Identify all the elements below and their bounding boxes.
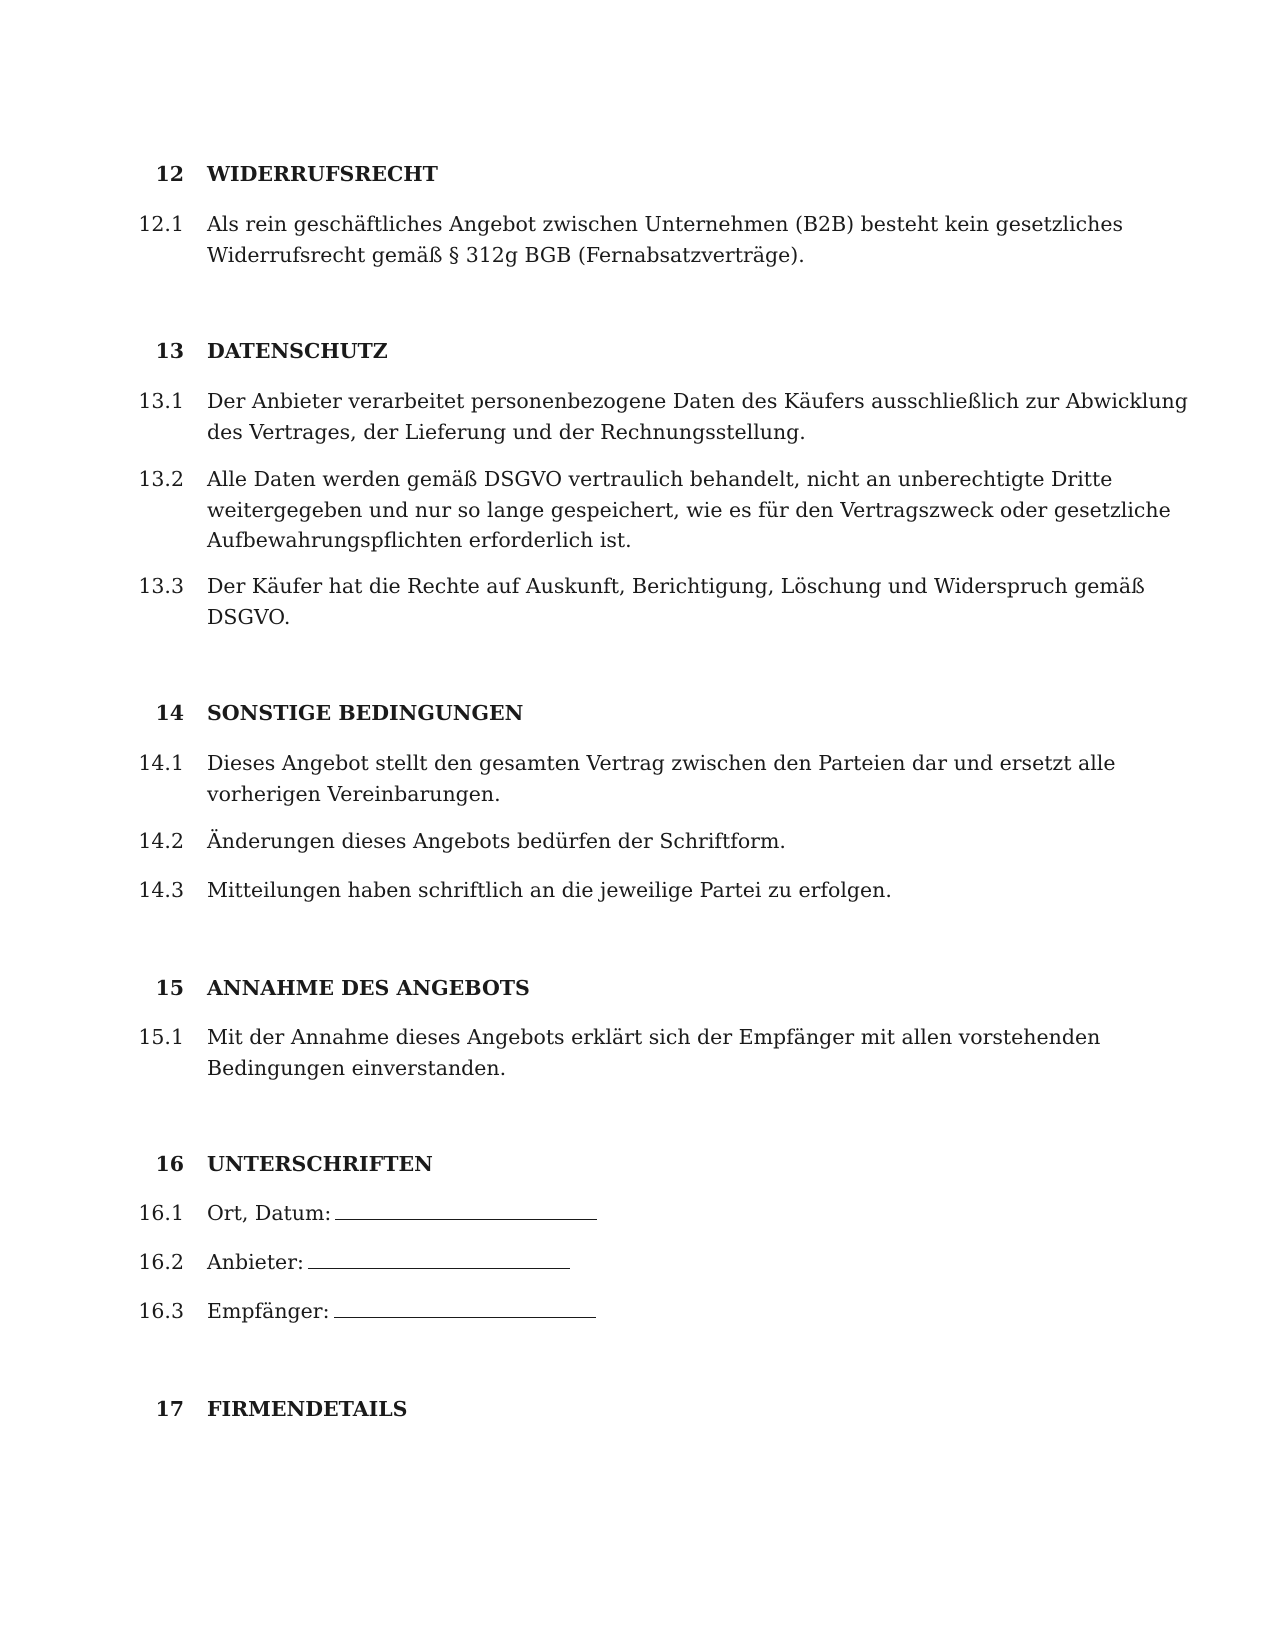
signature-label: Anbieter: bbox=[207, 1250, 304, 1274]
section-title: UNTERSCHRIFTEN bbox=[207, 1152, 433, 1176]
clause-text bbox=[207, 1198, 1127, 1229]
clause-line: Der Anbieter verarbeitet personenbezogene Daten des Käufers ausschließlich zur Abwicklung bbox=[207, 389, 1188, 413]
clause-line: Bedingungen einverstanden. bbox=[207, 1055, 507, 1080]
clause-line: Mitteilungen haben schriftlich an die jeweilige Partei zu erfolgen. bbox=[207, 878, 892, 902]
section-title: FIRMENDETAILS bbox=[207, 1397, 408, 1421]
clause-line: des Vertrages, der Lieferung und der Rechnungsstellung. bbox=[207, 419, 806, 444]
clause-text bbox=[207, 1247, 1127, 1278]
clause-text bbox=[207, 464, 1171, 556]
clause-line: Widerrufsrecht gemäß § 312g BGB (Fernabsatzverträge). bbox=[207, 242, 805, 267]
signature-label: Empfänger: bbox=[207, 1299, 330, 1323]
clause-text bbox=[207, 748, 1127, 809]
clause-line: Änderungen dieses Angebots bedürfen der Schriftform. bbox=[207, 829, 786, 853]
signature-blank-line bbox=[335, 1198, 597, 1220]
section-number: 12 bbox=[155, 162, 184, 186]
clause-number: 14.1 bbox=[138, 751, 184, 775]
clause-text bbox=[207, 1022, 1127, 1083]
section-title: DATENSCHUTZ bbox=[207, 339, 388, 363]
clause-number: 14.2 bbox=[138, 829, 184, 853]
clause-text bbox=[207, 571, 1145, 632]
clause-number: 16.1 bbox=[138, 1201, 184, 1225]
section-title: WIDERRUFSRECHT bbox=[207, 162, 438, 186]
section-number: 14 bbox=[155, 701, 184, 725]
clause-line: Der Käufer hat die Rechte auf Auskunft, Berichtigung, Löschung und Widerspruch gemäß bbox=[207, 574, 1145, 598]
clause-number: 12.1 bbox=[138, 212, 184, 236]
clause-text bbox=[207, 209, 1127, 270]
clause-text bbox=[207, 386, 1188, 447]
clause-line: Dieses Angebot stellt den gesamten Vertrag zwischen den Parteien dar und ersetzt alle bbox=[207, 751, 1116, 775]
clause-line: Als rein geschäftliches Angebot zwischen Unternehmen (B2B) besteht kein gesetzliches bbox=[207, 212, 1124, 236]
clause-number: 15.1 bbox=[138, 1025, 184, 1049]
section-number: 16 bbox=[155, 1152, 184, 1176]
clause-number: 13.3 bbox=[138, 574, 184, 598]
signature-line-row bbox=[207, 1296, 1127, 1327]
section-title: ANNAHME DES ANGEBOTS bbox=[207, 976, 530, 1000]
clause-line: Aufbewahrungspflichten erforderlich ist. bbox=[207, 528, 632, 552]
section-number: 13 bbox=[155, 339, 184, 363]
clause-number: 16.3 bbox=[138, 1299, 184, 1323]
signature-blank-line bbox=[308, 1247, 570, 1269]
clause-number: 13.2 bbox=[138, 467, 184, 491]
signature-line-row bbox=[207, 1198, 1127, 1229]
signature-line-row bbox=[207, 1247, 1127, 1278]
clause-line: Mit der Annahme dieses Angebots erklärt sich der Empfänger mit allen vorstehenden bbox=[207, 1025, 1101, 1049]
clause-text bbox=[207, 826, 1127, 857]
section-number: 15 bbox=[155, 976, 184, 1000]
clause-line: vorherigen Vereinbarungen. bbox=[207, 781, 501, 806]
clause-text bbox=[207, 1296, 1127, 1327]
clause-number: 14.3 bbox=[138, 878, 184, 902]
clause-text bbox=[207, 875, 1127, 906]
clause-number: 13.1 bbox=[138, 389, 184, 413]
section-number: 17 bbox=[155, 1397, 184, 1421]
clause-number: 16.2 bbox=[138, 1250, 184, 1274]
clause-line: DSGVO. bbox=[207, 604, 291, 629]
clause-line: Alle Daten werden gemäß DSGVO vertraulich behandelt, nicht an unberechtigte Dritte bbox=[207, 467, 1113, 491]
clause-line: weitergegeben und nur so lange gespeichert, wie es für den Vertragszweck oder gesetzliche bbox=[207, 497, 1171, 522]
section-title: SONSTIGE BEDINGUNGEN bbox=[207, 701, 524, 725]
signature-blank-line bbox=[334, 1296, 596, 1318]
signature-label: Ort, Datum: bbox=[207, 1201, 332, 1225]
